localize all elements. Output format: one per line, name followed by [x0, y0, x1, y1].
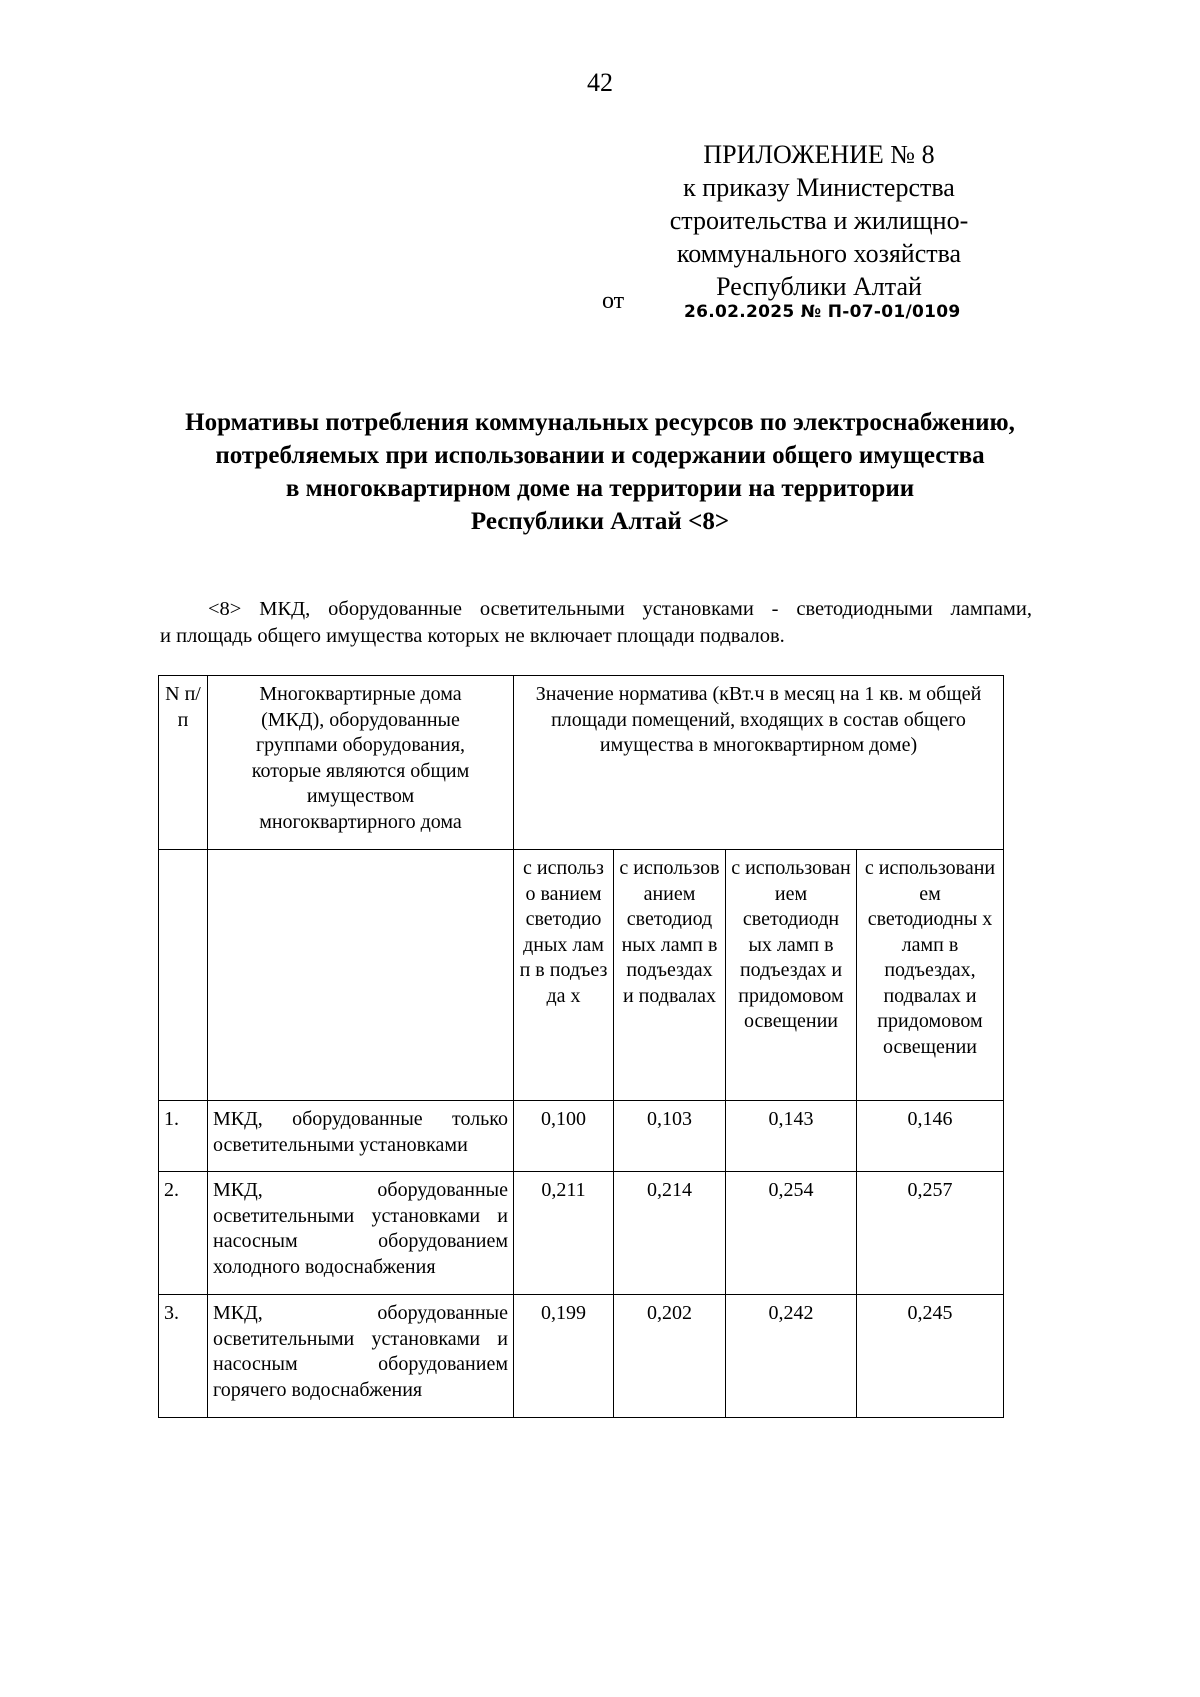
table-row: [159, 1172, 1004, 1295]
footnote-line: и площадь общего имущества которых не включает площади подвалов.: [160, 625, 785, 647]
title-line: Нормативы потребления коммунальных ресурсов по электроснабжению,: [185, 409, 1015, 436]
order-date-prefix: от: [602, 288, 625, 314]
row-value: 0,143: [726, 1101, 857, 1172]
row-value: 0,242: [726, 1295, 857, 1418]
subheader-1: с использо ванием светодио дных ламп в подъезда х: [514, 850, 614, 1101]
header-value: Значение норматива (кВт.ч в месяц на 1 кв. м общей площади помещений, входящих в состав общего имущества в многоквартирном доме): [514, 676, 1004, 850]
appendix-line: коммунального хозяйства: [676, 239, 962, 268]
empty-cell: [208, 850, 514, 1101]
table-header-row: [159, 676, 1004, 850]
footnote: [160, 596, 1032, 650]
title-line: в многоквартирном доме на территории на территории: [285, 475, 915, 502]
row-description: МКД, оборудованные осветительными установками и насосным оборудованием холодного водоснабжения: [208, 1172, 514, 1295]
title-line: Республики Алтай <8>: [470, 508, 730, 535]
subheader-4: с использовани ем светодиодны х ламп в подъездах, подвалах и придомовом освещении: [857, 850, 1004, 1101]
appendix-line: Республики Алтай: [716, 272, 922, 301]
subheader-3: с использован ием светодиодн ых ламп в подъездах и придомовом освещении: [726, 850, 857, 1101]
row-number: 3.: [159, 1295, 208, 1418]
appendix-heading: ПРИЛОЖЕНИЕ № 8: [703, 140, 935, 169]
row-value: 0,211: [514, 1172, 614, 1295]
appendix-line: строительства и жилищно-: [669, 206, 969, 235]
row-value: 0,245: [857, 1295, 1004, 1418]
header-mkd: Многоквартирные дома (МКД), оборудованные группами оборудования, которые являются общим имуществом многоквартирного дома: [208, 676, 514, 850]
row-description: МКД, оборудованные осветительными установками и насосным оборудованием горячего водоснабжения: [208, 1295, 514, 1418]
page-number: 42: [587, 68, 613, 97]
row-value: 0,254: [726, 1172, 857, 1295]
norms-table: [158, 675, 1004, 1418]
row-value: 0,202: [614, 1295, 726, 1418]
row-value: 0,257: [857, 1172, 1004, 1295]
empty-cell: [159, 850, 208, 1101]
row-value: 0,100: [514, 1101, 614, 1172]
row-value: 0,214: [614, 1172, 726, 1295]
title-line: потребляемых при использовании и содержании общего имущества: [215, 442, 985, 469]
row-description: МКД, оборудованные только осветительными установками: [208, 1101, 514, 1172]
table-row: [159, 1295, 1004, 1418]
header-num: N п/п: [159, 676, 208, 850]
document-title: [160, 406, 1040, 538]
order-date-stamp: 26.02.2025 № П-07-01/0109: [684, 302, 961, 322]
footnote-line: <8> МКД, оборудованные осветительными установками - светодиодными лампами,: [208, 598, 1032, 620]
table-row: [159, 1101, 1004, 1172]
table-subheader-row: [159, 850, 1004, 1101]
row-value: 0,146: [857, 1101, 1004, 1172]
appendix-block: [660, 138, 978, 303]
row-number: 1.: [159, 1101, 208, 1172]
row-value: 0,199: [514, 1295, 614, 1418]
subheader-2: с использов анием светодиод ных ламп в подъездах и подвалах: [614, 850, 726, 1101]
row-number: 2.: [159, 1172, 208, 1295]
appendix-line: к приказу Министерства: [683, 173, 955, 202]
row-value: 0,103: [614, 1101, 726, 1172]
